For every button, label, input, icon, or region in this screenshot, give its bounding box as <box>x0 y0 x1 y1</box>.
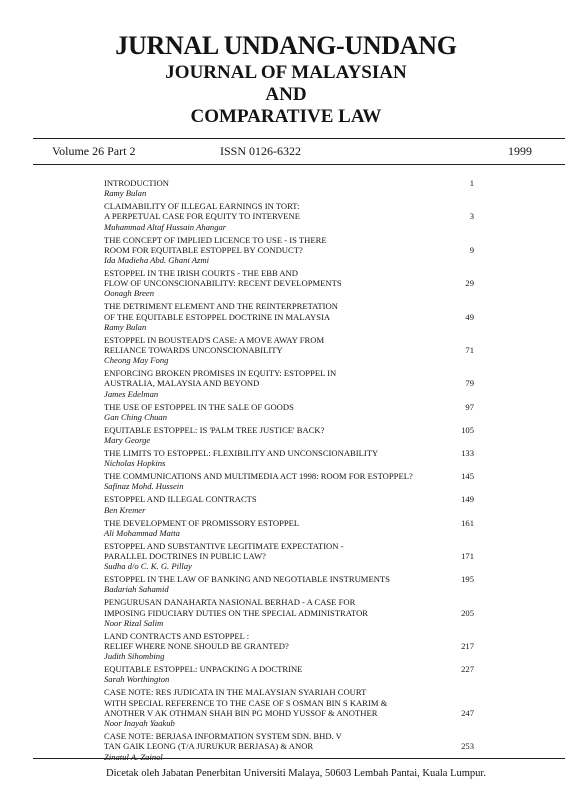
toc-entry-title: ESTOPPEL IN THE IRISH COURTS - THE EBB AND FLOW OF UNCONSCIONABILITY: RECENT DEVELOPMENTS <box>104 268 342 289</box>
toc-entry-author: Zinatul A. Zainol <box>104 751 163 762</box>
toc-entry-page: 217 <box>461 641 474 652</box>
toc-entry <box>104 597 474 627</box>
toc-entry <box>104 494 474 514</box>
toc-entry-title: ENFORCING BROKEN PROMISES IN EQUITY: ESTOPPEL IN AUSTRALIA, MALAYSIA AND BEYOND <box>104 368 337 389</box>
toc-entry-title: PENGURUSAN DANAHARTA NASIONAL BERHAD - A CASE FOR IMPOSING FIDUCIARY DUTIES ON THE SPECIAL ADMINISTRATOR <box>104 597 369 618</box>
toc-entry-author: James Edelman <box>104 388 159 399</box>
toc-entry-page: 253 <box>461 741 474 752</box>
toc-entry-page: 227 <box>461 664 474 675</box>
issue-info-bar <box>52 143 532 159</box>
toc-entry <box>104 268 474 298</box>
volume-label: Volume 26 Part 2 <box>52 144 136 158</box>
toc-entry-page: 1 <box>469 178 474 188</box>
toc-entry <box>104 425 474 445</box>
toc-entry-title: THE USE OF ESTOPPEL IN THE SALE OF GOODS <box>104 401 294 412</box>
toc-entry-author: Oonagh Breen <box>104 288 155 299</box>
publisher-footer: Dicetak oleh Jabatan Penerbitan Universiti Malaya, 50603 Lembah Pantai, Kuala Lumpur. <box>106 768 486 779</box>
toc-entry <box>104 402 474 422</box>
toc-entry-title: EQUITABLE ESTOPPEL: IS 'PALM TREE JUSTICE' BACK? <box>104 424 325 435</box>
toc-entry <box>104 687 474 728</box>
toc-entry-title: CASE NOTE: BERJASA INFORMATION SYSTEM SDN. BHD. V TAN GAIK LEONG (T/A JURUKUR BERJASA) & ANOR <box>104 731 342 752</box>
toc-entry-author: Ida Madieha Abd. Ghani Azmi <box>104 255 209 266</box>
toc-entry <box>104 235 474 265</box>
toc-entry-title: ESTOPPEL AND SUBSTANTIVE LEGITIMATE EXPECTATION - PARALLEL DOCTRINES IN PUBLIC LAW? <box>104 540 344 562</box>
toc-entry-author: Ramy Bulan <box>104 188 147 199</box>
toc-entry-author: Nicholas Hopkins <box>104 458 166 469</box>
year-label: 1999 <box>508 144 532 158</box>
issn-label: ISSN 0126-6322 <box>220 144 302 158</box>
toc-entry <box>104 368 474 398</box>
toc-entry <box>104 471 474 491</box>
toc-entry-author: Sarah Worthington <box>104 674 170 685</box>
issue-divider <box>33 164 565 165</box>
toc-entry-author: Noor Rizal Salim <box>104 617 164 628</box>
top-divider <box>33 138 565 139</box>
toc-entry-title: THE LIMITS TO ESTOPPEL: FLEXIBILITY AND UNCONSCIONABILITY <box>104 448 379 459</box>
toc-entry-page: 71 <box>465 345 474 356</box>
toc-entry-title: ESTOPPEL IN THE LAW OF BANKING AND NEGOTIABLE INSTRUMENTS <box>104 574 390 585</box>
journal-title-english-line3: COMPARATIVE LAW <box>190 106 382 127</box>
toc-entry-page: 247 <box>461 707 474 718</box>
toc-entry-title: ESTOPPEL IN BOUSTEAD'S CASE: A MOVE AWAY FROM RELIANCE TOWARDS UNCONSCIONABILITY <box>104 334 325 356</box>
toc-entry-title: LAND CONTRACTS AND ESTOPPEL : RELIEF WHERE NONE SHOULD BE GRANTED? <box>104 630 289 652</box>
toc-entry-title: CLAIMABILITY OF ILLEGAL EARNINGS IN TORT: A PERPETUAL CASE FOR EQUITY TO INTERVENE <box>104 201 301 222</box>
toc-entry-title: INTRODUCTION <box>104 178 169 188</box>
toc-entry <box>104 178 474 198</box>
toc-entry-title: CASE NOTE: RES JUDICATA IN THE MALAYSIAN SYARIAH COURT WITH SPECIAL REFERENCE TO THE CASE OF S OSMAN BIN S KARIM & ANOTHER V AK OTHMAN SHAH BIN PG MOHD YUSSOF & ANOTHER <box>104 687 388 718</box>
toc-entry-page: 149 <box>461 494 474 505</box>
toc-entry-author: Noor Inayah Yaakub <box>104 718 175 729</box>
toc-entry <box>104 541 474 571</box>
toc-entry <box>104 631 474 661</box>
toc-entry-page: 133 <box>461 448 474 459</box>
toc-entry-author: Sudha d/o C. K. G. Pillay <box>104 561 192 572</box>
toc-entry-page: 29 <box>465 278 474 289</box>
toc-entry-page: 195 <box>461 574 474 585</box>
toc-entry-author: Cheong May Fong <box>104 355 169 366</box>
toc-entry-author: Safinaz Mohd. Hussein <box>104 481 184 492</box>
toc-entry <box>104 335 474 365</box>
toc-entry <box>104 201 474 231</box>
journal-title-english-line2: AND <box>265 84 307 105</box>
toc-entry-title: ESTOPPEL AND ILLEGAL CONTRACTS <box>104 494 257 505</box>
toc-entry-author: Muhammad Altaf Hussain Ahangar <box>104 221 227 232</box>
toc-entry-title: EQUITABLE ESTOPPEL: UNPACKING A DOCTRINE <box>104 664 303 675</box>
toc-entry <box>104 731 474 761</box>
toc-entry-page: 205 <box>461 607 474 618</box>
toc-entry <box>104 574 474 594</box>
toc-entry <box>104 448 474 468</box>
toc-entry-author: Mary George <box>104 435 151 446</box>
toc-entry-author: Ramy Bulan <box>104 321 147 332</box>
toc-entry-author: Gan Ching Chuan <box>104 411 168 422</box>
toc-entry-title: THE CONCEPT OF IMPLIED LICENCE TO USE - IS THERE ROOM FOR EQUITABLE ESTOPPEL BY CONDUCT? <box>104 234 327 255</box>
toc-entry-title: THE DETRIMENT ELEMENT AND THE REINTERPRETATION OF THE EQUITABLE ESTOPPEL DOCTRINE IN MALAYSIA <box>104 301 338 322</box>
toc-entry <box>104 664 474 684</box>
toc-entry-author: Ali Mohammad Matta <box>104 527 180 538</box>
toc-entry-page: 105 <box>461 424 474 435</box>
table-of-contents <box>104 178 474 765</box>
journal-title-malay: JURNAL UNDANG-UNDANG <box>115 31 457 60</box>
toc-entry <box>104 301 474 331</box>
toc-entry-page: 97 <box>465 401 474 412</box>
masthead <box>0 32 572 128</box>
footer-divider <box>33 758 565 759</box>
toc-entry-page: 171 <box>461 551 474 562</box>
journal-title-english-line1: JOURNAL OF MALAYSIAN <box>165 62 407 83</box>
toc-entry-page: 49 <box>465 311 474 322</box>
toc-entry-title: THE DEVELOPMENT OF PROMISSORY ESTOPPEL <box>104 517 300 528</box>
toc-entry-page: 79 <box>465 378 474 389</box>
toc-entry-page: 9 <box>469 244 474 255</box>
toc-entry-author: Badariah Sahamid <box>104 584 169 595</box>
toc-entry-author: Judith Sihombing <box>104 651 165 662</box>
toc-entry-page: 145 <box>461 471 474 482</box>
toc-entry <box>104 518 474 538</box>
toc-entry-author: Ben Kremer <box>104 504 146 515</box>
toc-entry-title: THE COMMUNICATIONS AND MULTIMEDIA ACT 1998: ROOM FOR ESTOPPEL? <box>104 471 413 482</box>
toc-entry-page: 3 <box>469 211 474 222</box>
toc-entry-page: 161 <box>461 517 474 528</box>
